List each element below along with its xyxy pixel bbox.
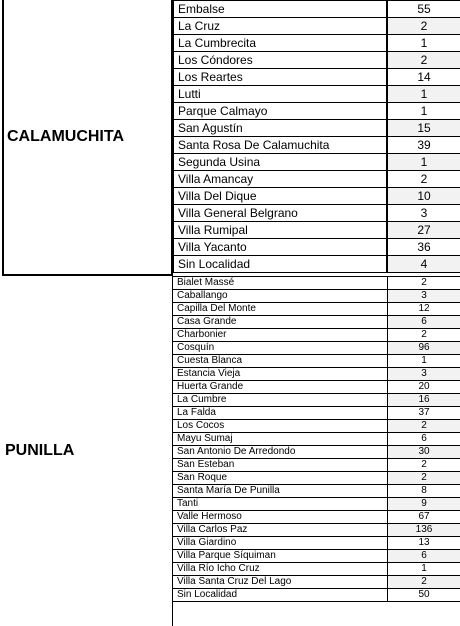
table-row — [173, 222, 460, 239]
locality-cell: Cosquín — [173, 342, 388, 355]
table-row — [173, 35, 460, 52]
table-row — [173, 239, 460, 256]
table-row — [173, 407, 460, 420]
table-row — [173, 368, 460, 381]
locality-cell: San Antonio De Arredondo — [173, 446, 388, 459]
case-count-cell: 6 — [388, 316, 460, 329]
department-label-punilla — [2, 276, 173, 626]
locality-cell: Villa Parque Síquiman — [173, 550, 388, 563]
locality-cell: Villa Yacanto — [173, 239, 387, 256]
case-count-cell: 30 — [388, 446, 460, 459]
table-row — [173, 18, 460, 35]
locality-cell: Cuesta Blanca — [173, 355, 388, 368]
case-count-cell: 2 — [388, 420, 460, 433]
locality-cell: Bialet Massé — [173, 277, 388, 290]
department-name: PUNILLA — [5, 442, 75, 459]
table-row — [173, 498, 460, 511]
department-name: CALAMUCHITA — [7, 128, 125, 145]
table-row — [173, 52, 460, 69]
case-count-cell: 2 — [388, 277, 460, 290]
locality-cell: Villa Río Icho Cruz — [173, 563, 388, 576]
table-row — [173, 459, 460, 472]
case-count-cell: 3 — [388, 368, 460, 381]
table-row — [173, 394, 460, 407]
locality-cell: Villa Santa Cruz Del Lago — [173, 576, 388, 589]
locality-cell: Lutti — [173, 86, 387, 103]
table-row — [173, 86, 460, 103]
locality-cell: La Cumbrecita — [173, 35, 387, 52]
table-row — [173, 342, 460, 355]
case-count-cell: 6 — [388, 433, 460, 446]
case-count-cell: 2 — [388, 459, 460, 472]
case-count-cell: 27 — [387, 222, 460, 239]
case-count-cell: 96 — [388, 342, 460, 355]
locality-cell: Huerta Grande — [173, 381, 388, 394]
locality-cell: Charbonier — [173, 329, 388, 342]
case-count-cell: 16 — [388, 394, 460, 407]
case-count-cell: 13 — [388, 537, 460, 550]
table-row — [173, 1, 460, 18]
table-row — [173, 355, 460, 368]
case-count-cell: 1 — [388, 563, 460, 576]
table-row — [173, 563, 460, 576]
locality-cell: Embalse — [173, 1, 387, 18]
case-count-cell: 1 — [388, 355, 460, 368]
case-count-cell: 1 — [387, 154, 460, 171]
locality-cell: Villa Giardino — [173, 537, 388, 550]
table-row — [173, 420, 460, 433]
table-row — [173, 188, 460, 205]
table-row — [173, 303, 460, 316]
locality-cell: La Cumbre — [173, 394, 388, 407]
locality-cell: Parque Calmayo — [173, 103, 387, 120]
table-row — [173, 472, 460, 485]
table-row — [173, 381, 460, 394]
locality-cell: Los Cóndores — [173, 52, 387, 69]
case-count-cell: 6 — [388, 550, 460, 563]
calamuchita-table — [172, 0, 460, 273]
table-row — [173, 511, 460, 524]
case-count-cell: 2 — [387, 52, 460, 69]
case-count-cell: 8 — [388, 485, 460, 498]
table-row — [173, 589, 460, 602]
table-row — [173, 277, 460, 290]
locality-cell: San Roque — [173, 472, 388, 485]
locality-cell: San Agustín — [173, 120, 387, 137]
case-count-cell: 2 — [388, 472, 460, 485]
table-row — [173, 433, 460, 446]
locality-cell: Tanti — [173, 498, 388, 511]
table-row — [173, 205, 460, 222]
locality-cell: Santa Rosa De Calamuchita — [173, 137, 387, 154]
case-count-cell: 39 — [387, 137, 460, 154]
locality-cell: Capilla Del Monte — [173, 303, 388, 316]
locality-cell: La Falda — [173, 407, 388, 420]
case-count-cell: 136 — [388, 524, 460, 537]
case-count-cell: 36 — [387, 239, 460, 256]
department-label-calamuchita — [2, 0, 173, 276]
locality-cell: Villa Del Dique — [173, 188, 387, 205]
case-count-cell: 12 — [388, 303, 460, 316]
locality-cell: Casa Grande — [173, 316, 388, 329]
locality-cell: Villa Amancay — [173, 171, 387, 188]
locality-cell: Santa María De Punilla — [173, 485, 388, 498]
locality-cell: San Esteban — [173, 459, 388, 472]
case-count-cell: 1 — [387, 86, 460, 103]
locality-cell: Valle Hermoso — [173, 511, 388, 524]
locality-cell: Sin Localidad — [173, 589, 388, 602]
case-count-cell: 2 — [387, 18, 460, 35]
case-count-cell: 3 — [388, 290, 460, 303]
table-row — [173, 120, 460, 137]
case-count-cell: 9 — [388, 498, 460, 511]
table-row — [173, 290, 460, 303]
case-count-cell: 67 — [388, 511, 460, 524]
table-row — [173, 550, 460, 563]
case-count-cell: 20 — [388, 381, 460, 394]
table-row — [173, 103, 460, 120]
locality-cell: Sin Localidad — [173, 256, 387, 273]
case-count-cell: 2 — [388, 329, 460, 342]
table-row — [173, 171, 460, 188]
punilla-table — [172, 276, 460, 602]
case-count-cell: 50 — [388, 589, 460, 602]
locality-cell: Caballango — [173, 290, 388, 303]
locality-cell: Los Reartes — [173, 69, 387, 86]
case-count-cell: 14 — [387, 69, 460, 86]
table-row — [173, 485, 460, 498]
table-row — [173, 69, 460, 86]
locality-cell: Villa Carlos Paz — [173, 524, 388, 537]
case-count-cell: 2 — [388, 576, 460, 589]
locality-cell: Los Cocos — [173, 420, 388, 433]
case-count-cell: 55 — [387, 1, 460, 18]
case-count-cell: 15 — [387, 120, 460, 137]
locality-cell: La Cruz — [173, 18, 387, 35]
table-row — [173, 256, 460, 273]
table-row — [173, 576, 460, 589]
table-row — [173, 524, 460, 537]
case-count-cell: 4 — [387, 256, 460, 273]
table-row — [173, 316, 460, 329]
case-count-cell: 3 — [387, 205, 460, 222]
locality-cell: Villa General Belgrano — [173, 205, 387, 222]
locality-cell: Estancia Vieja — [173, 368, 388, 381]
locality-cell: Segunda Usina — [173, 154, 387, 171]
case-count-cell: 1 — [387, 103, 460, 120]
table-row — [173, 446, 460, 459]
case-count-cell: 37 — [388, 407, 460, 420]
case-count-cell: 2 — [387, 171, 460, 188]
case-count-cell: 10 — [387, 188, 460, 205]
locality-cell: Villa Rumipal — [173, 222, 387, 239]
table-row — [173, 154, 460, 171]
table-row — [173, 329, 460, 342]
locality-cell: Mayu Sumaj — [173, 433, 388, 446]
table-row — [173, 137, 460, 154]
table-row — [173, 537, 460, 550]
case-count-cell: 1 — [387, 35, 460, 52]
